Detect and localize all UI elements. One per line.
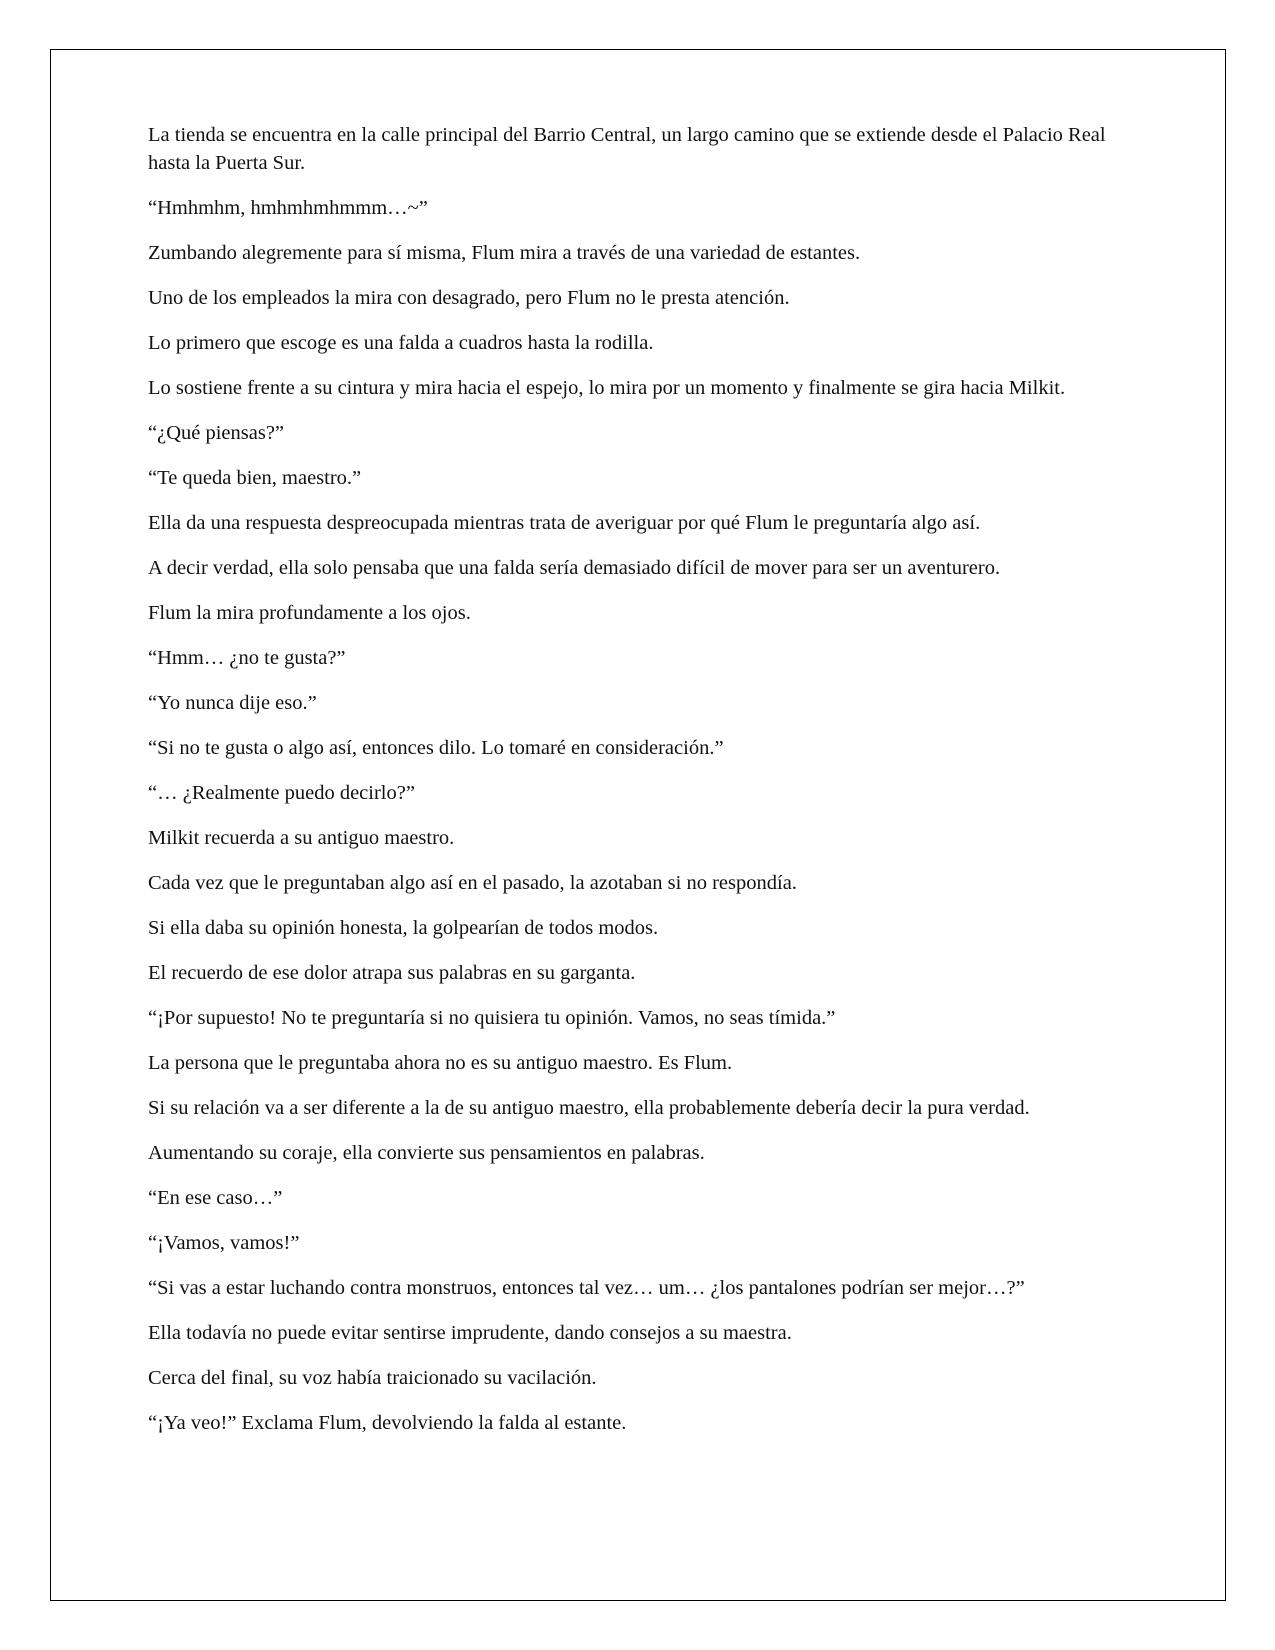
paragraph: “Si no te gusta o algo así, entonces dilo. Lo tomaré en consideración.”	[148, 737, 724, 759]
paragraph: Si ella daba su opinión honesta, la golpearían de todos modos.	[148, 917, 659, 939]
paragraph: “Te queda bien, maestro.”	[148, 467, 362, 489]
paragraph: “Yo nunca dije eso.”	[148, 692, 317, 714]
paragraph: Si su relación va a ser diferente a la de su antiguo maestro, ella probablemente debería decir la pura verdad.	[148, 1097, 1030, 1119]
paragraph: A decir verdad, ella solo pensaba que una falda sería demasiado difícil de mover para ser un aventurero.	[148, 557, 1001, 579]
paragraph: “¿Qué piensas?”	[148, 422, 285, 444]
paragraph: “En ese caso…”	[148, 1187, 283, 1209]
paragraph: “¡Ya veo!” Exclama Flum, devolviendo la falda al estante.	[148, 1412, 627, 1434]
document-body	[148, 121, 1123, 1454]
paragraph: “Hmm… ¿no te gusta?”	[148, 647, 346, 669]
paragraph: Lo primero que escoge es una falda a cuadros hasta la rodilla.	[148, 332, 654, 354]
paragraph: El recuerdo de ese dolor atrapa sus palabras en su garganta.	[148, 962, 636, 984]
paragraph: “… ¿Realmente puedo decirlo?”	[148, 782, 415, 804]
paragraph: “¡Vamos, vamos!”	[148, 1232, 300, 1254]
paragraph: Zumbando alegremente para sí misma, Flum mira a través de una variedad de estantes.	[148, 242, 861, 264]
paragraph: Milkit recuerda a su antiguo maestro.	[148, 827, 455, 849]
paragraph: La persona que le preguntaba ahora no es su antiguo maestro. Es Flum.	[148, 1052, 733, 1074]
paragraph: “¡Por supuesto! No te preguntaría si no quisiera tu opinión. Vamos, no seas tímida.”	[148, 1007, 836, 1029]
paragraph: Aumentando su coraje, ella convierte sus pensamientos en palabras.	[148, 1142, 705, 1164]
paragraph: Ella da una respuesta despreocupada mientras trata de averiguar por qué Flum le preguntaría algo así.	[148, 512, 981, 534]
paragraph: Uno de los empleados la mira con desagrado, pero Flum no le presta atención.	[148, 287, 790, 309]
paragraph: “Hmhmhm, hmhmhmhmmm…~”	[148, 197, 428, 219]
paragraph: Cada vez que le preguntaban algo así en el pasado, la azotaban si no respondía.	[148, 872, 797, 894]
paragraph: La tienda se encuentra en la calle principal del Barrio Central, un largo camino que se extiende desde el Palacio Real hasta la Puerta Sur.	[148, 124, 1106, 174]
paragraph: “Si vas a estar luchando contra monstruos, entonces tal vez… um… ¿los pantalones podrían ser mejor…?”	[148, 1277, 1025, 1299]
paragraph: Ella todavía no puede evitar sentirse imprudente, dando consejos a su maestra.	[148, 1322, 792, 1344]
paragraph: Lo sostiene frente a su cintura y mira hacia el espejo, lo mira por un momento y finalmente se gira hacia Milkit.	[148, 377, 1066, 399]
paragraph: Flum la mira profundamente a los ojos.	[148, 602, 471, 624]
paragraph: Cerca del final, su voz había traicionado su vacilación.	[148, 1367, 597, 1389]
